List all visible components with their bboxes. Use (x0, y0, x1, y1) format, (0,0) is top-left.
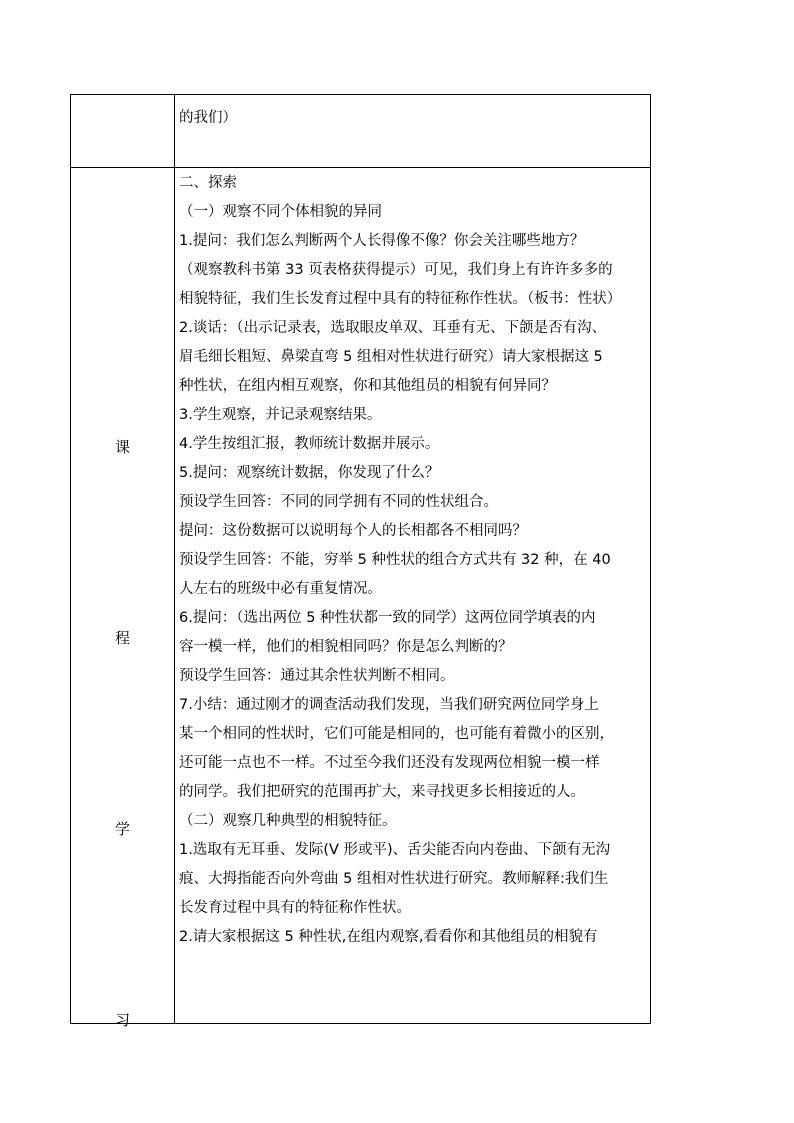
text-line: 的同学。我们把研究的范围再扩大，来寻找更多长相接近的人。 (179, 783, 585, 800)
text-line: 2.谈话：（出示记录表，选取眼皮单双、耳垂有无、下颌是否有沟、 (179, 319, 607, 336)
table-row-top (71, 95, 651, 168)
content-cell-main (175, 168, 651, 1024)
text-line: 2.请大家根据这 5 种性状,在组内观察,看看你和其他组员的相貌有 (179, 928, 598, 945)
row-label-char: 程 (114, 629, 130, 647)
text-line: 相貌特征，我们生长发育过程中具有的特征称作性状。（板书：性状） (179, 290, 622, 307)
text-line: 预设学生回答：不能，穷举 5 种性状的组合方式共有 32 种，在 40 (179, 551, 611, 568)
text-line: 长发育过程中具有的特征称作性状。 (179, 899, 411, 916)
text-line: 眉毛细长粗短、鼻梁直弯 5 组相对性状进行研究）请大家根据这 5 (179, 348, 603, 365)
text-line: 提问：这份数据可以说明每个人的长相都各不相同吗？ (179, 522, 527, 539)
text-line: （观察教科书第 33 页表格获得提示）可见，我们身上有许许多多的 (179, 261, 613, 278)
row-label-cell (71, 168, 175, 1029)
table-row-main (71, 168, 651, 1024)
text-line: 7.小结：通过刚才的调查活动我们发现，当我们研究两位同学身上 (179, 696, 599, 713)
text-line: 5.提问：观察统计数据，你发现了什么？ (179, 464, 440, 481)
text-line: 种性状，在组内相互观察，你和其他组员的相貌有何异同？ (179, 377, 556, 394)
row-label-cell-top (71, 95, 175, 168)
row-label-char: 习 (114, 1011, 130, 1029)
text-line: 人左右的班级中必有重复情况。 (179, 580, 382, 597)
section-heading: 二、探索 (179, 174, 237, 191)
text-line: 还可能一点也不一样。不过至今我们还没有发现两位相貌一模一样 (179, 754, 600, 771)
lesson-plan-table (70, 94, 651, 1029)
subsection-heading: （二）观察几种典型的相貌特征。 (179, 812, 397, 829)
text-line: 某一个相同的性状时，它们可能是相同的，也可能有着微小的区别， (179, 725, 614, 742)
text-line: 6.提问：（选出两位 5 种性状都一致的同学）这两位同学填表的内 (179, 609, 596, 626)
text-line: 容一模一样，他们的相貌相同吗？你是怎么判断的？ (179, 638, 513, 655)
text-line: 痕、大拇指能否向外弯曲 5 组相对性状进行研究。教师解释:我们生 (179, 870, 609, 887)
text-line: 4.学生按组汇报，教师统计数据并展示。 (179, 435, 440, 452)
text-line: 的我们） (179, 109, 237, 126)
subsection-heading: （一）观察不同个体相貌的异同 (179, 203, 382, 220)
row-label-char: 学 (114, 820, 130, 838)
content-cell-top (175, 95, 651, 168)
text-line: 1.提问：我们怎么判断两个人长得像不像？你会关注哪些地方？ (179, 232, 585, 249)
text-line: 预设学生回答：不同的同学拥有不同的性状组合。 (179, 493, 498, 510)
row-label-char: 课 (114, 438, 130, 456)
text-line: 1.选取有无耳垂、发际(V 形或平)、舌尖能否向内卷曲、下颌有无沟 (179, 841, 611, 858)
text-line: 3.学生观察，并记录观察结果。 (179, 406, 382, 423)
text-line: 预设学生回答：通过其余性状判断不相同。 (179, 667, 455, 684)
